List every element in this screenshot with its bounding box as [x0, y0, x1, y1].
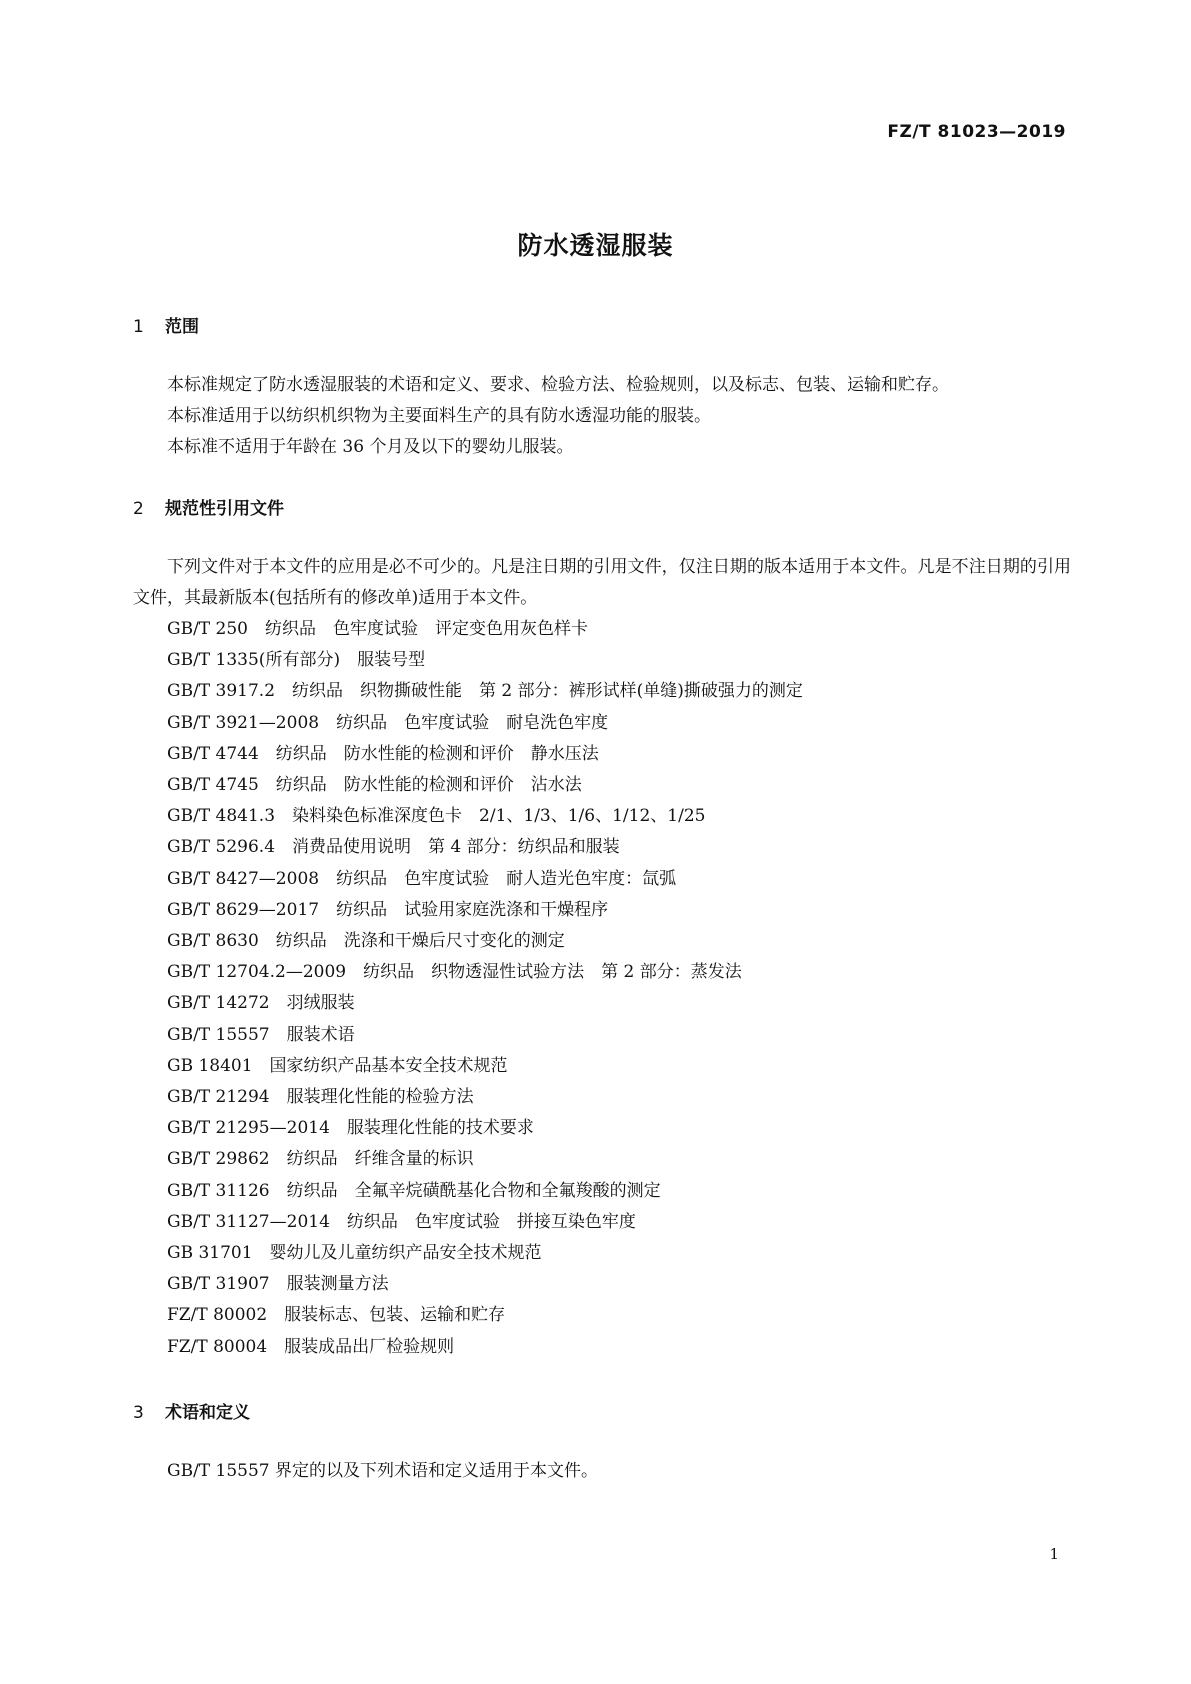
reference-item — [133, 708, 1071, 739]
reference-text: GB/T 5296.4 消费品使用说明 第 4 部分：纺织品和服装 — [167, 837, 620, 858]
paragraph: 本标准不适用于年龄在 36 个月及以下的婴幼儿服装。 — [167, 437, 574, 457]
section-heading-terms-and-definitions — [133, 1400, 1071, 1426]
reference-text: FZ/T 80004 服装成品出厂检验规则 — [167, 1336, 455, 1357]
reference-text: GB/T 250 纺织品 色牢度试验 评定变色用灰色样卡 — [167, 619, 588, 639]
section-body-normative-references — [133, 552, 1071, 1363]
reference-item — [133, 645, 1071, 676]
reference-text: GB/T 12704.2—2009 纺织品 织物透湿性试验方法 第 2 部分：蒸发法 — [167, 962, 742, 983]
reference-text: GB/T 8630 纺织品 洗涤和干燥后尺寸变化的测定 — [167, 931, 565, 952]
reference-item — [133, 1332, 1071, 1363]
section-title: 范围 — [165, 317, 199, 337]
reference-item — [133, 614, 1071, 645]
section-heading-scope — [133, 314, 1071, 340]
document-body — [133, 314, 1071, 1487]
reference-text: FZ/T 80002 服装标志、包装、运输和贮存 — [167, 1305, 506, 1326]
standard-code: FZ/T 81023—2019 — [887, 122, 1066, 142]
reference-text: GB/T 4841.3 染料染色标准深度色卡 2/1、1/3、1/6、1/12、1/25 — [167, 806, 706, 827]
reference-item — [133, 1020, 1071, 1051]
reference-item — [133, 801, 1071, 832]
reference-text: GB 31701 婴幼儿及儿童纺织产品安全技术规范 — [167, 1243, 542, 1264]
reference-item — [133, 1238, 1071, 1269]
section-body-scope — [133, 370, 1071, 463]
reference-item — [133, 1113, 1071, 1144]
reference-item — [133, 676, 1071, 707]
reference-text: GB/T 29862 纺织品 纤维含量的标识 — [167, 1149, 474, 1170]
reference-item — [133, 1082, 1071, 1113]
paragraph: GB/T 15557 界定的以及下列术语和定义适用于本文件。 — [167, 1460, 599, 1481]
reference-item — [133, 739, 1071, 770]
reference-text: GB/T 15557 服装术语 — [167, 1024, 355, 1045]
reference-item — [133, 895, 1071, 926]
reference-item — [133, 1269, 1071, 1300]
reference-text: GB/T 31127—2014 纺织品 色牢度试验 拼接互染色牢度 — [167, 1211, 636, 1232]
section-title: 规范性引用文件 — [165, 499, 284, 519]
reference-item — [133, 988, 1071, 1019]
section-body-terms-and-definitions — [133, 1456, 1071, 1487]
section-number: 3 — [133, 1402, 144, 1423]
reference-item — [133, 1176, 1071, 1207]
reference-text: GB/T 1335(所有部分) 服装号型 — [167, 650, 426, 671]
reference-item — [133, 926, 1071, 957]
reference-text: GB/T 8427—2008 纺织品 色牢度试验 耐人造光色牢度：氙弧 — [167, 868, 677, 889]
reference-item — [133, 770, 1071, 801]
reference-item — [133, 957, 1071, 988]
references-intro: 下列文件对于本文件的应用是必不可少的。凡是注日期的引用文件，仅注日期的版本适用于本文件。凡是不注日期的引用文件，其最新版本(包括所有的修改单)适用于本文件。 — [133, 557, 1071, 608]
reference-text: GB/T 3921—2008 纺织品 色牢度试验 耐皂洗色牢度 — [167, 712, 609, 733]
document-title: 防水透湿服装 — [517, 231, 674, 260]
reference-text: GB/T 31126 纺织品 全氟辛烷磺酰基化合物和全氟羧酸的测定 — [167, 1180, 661, 1201]
reference-item — [133, 1300, 1071, 1331]
section-title: 术语和定义 — [165, 1402, 250, 1423]
reference-text: GB/T 21294 服装理化性能的检验方法 — [167, 1087, 474, 1108]
reference-text: GB/T 14272 羽绒服装 — [167, 993, 355, 1014]
reference-item — [133, 1051, 1071, 1082]
reference-text: GB/T 21295—2014 服装理化性能的技术要求 — [167, 1118, 534, 1139]
reference-text: GB/T 4745 纺织品 防水性能的检测和评价 沾水法 — [167, 775, 582, 796]
reference-item — [133, 1144, 1071, 1175]
reference-text: GB 18401 国家纺织产品基本安全技术规范 — [167, 1055, 508, 1076]
section-number: 1 — [133, 317, 144, 337]
paragraph: 本标准适用于以纺织机织物为主要面料生产的具有防水透湿功能的服装。 — [167, 406, 711, 426]
section-heading-normative-references — [133, 496, 1071, 522]
reference-text: GB/T 31907 服装测量方法 — [167, 1274, 389, 1295]
reference-list — [133, 614, 1071, 1363]
reference-item — [133, 832, 1071, 863]
paragraph: 本标准规定了防水透湿服装的术语和定义、要求、检验方法、检验规则，以及标志、包装、运输和贮存。 — [167, 375, 949, 395]
section-number: 2 — [133, 499, 144, 519]
reference-item — [133, 1207, 1071, 1238]
reference-text: GB/T 8629—2017 纺织品 试验用家庭洗涤和干燥程序 — [167, 899, 609, 920]
page-number: 1 — [1049, 1545, 1059, 1563]
reference-item — [133, 864, 1071, 895]
reference-text: GB/T 4744 纺织品 防水性能的检测和评价 静水压法 — [167, 743, 599, 764]
reference-text: GB/T 3917.2 纺织品 织物撕破性能 第 2 部分：裤形试样(单缝)撕破强力的测定 — [167, 681, 803, 702]
